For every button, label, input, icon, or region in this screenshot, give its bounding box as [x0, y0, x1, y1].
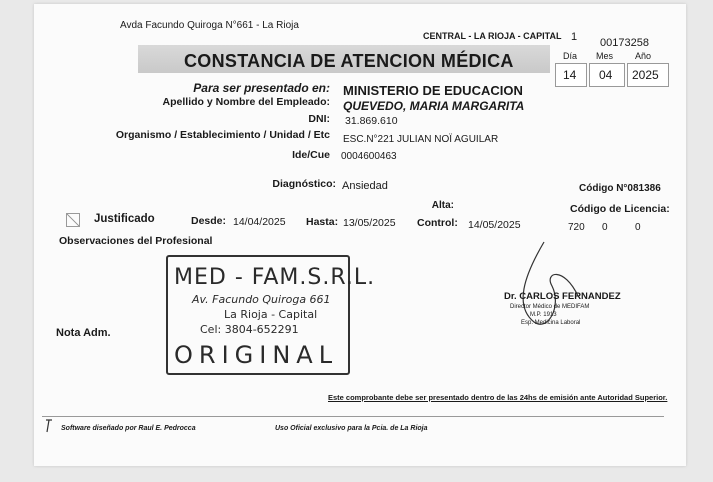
- signature-esp: Esp. Medicina Laboral: [521, 320, 581, 326]
- idcue-value: 0004600463: [341, 151, 397, 162]
- diagnostico-value: Ansiedad: [342, 180, 388, 192]
- page-title: CONSTANCIA DE ATENCION MÉDICA: [184, 51, 514, 71]
- idcue-label: Ide/Cue: [292, 149, 330, 161]
- codigo-licencia-label: Código de Licencia:: [570, 203, 670, 215]
- presentado-label: Para ser presentado en:: [193, 81, 330, 95]
- header-number: 00173258: [600, 37, 649, 49]
- header-branch: CENTRAL - LA RIOJA - CAPITAL: [423, 31, 562, 41]
- codigo-licencia-value-1: 720: [568, 222, 585, 233]
- alta-label: Alta:: [431, 200, 454, 211]
- hasta-label: Hasta:: [306, 216, 339, 228]
- justificado-checkbox[interactable]: [66, 213, 80, 227]
- footer-divider: [42, 416, 664, 417]
- codigo-label: Código N°081386: [579, 183, 661, 194]
- empleado-value: QUEVEDO, MARIA MARGARITA: [343, 99, 525, 113]
- hasta-value: 13/05/2025: [343, 217, 396, 229]
- diagnostico-label: Diagnóstico:: [272, 178, 336, 190]
- footer-software: Software diseñado por Raul E. Pedrocca: [61, 425, 196, 432]
- codigo-licencia-value-3: 0: [635, 222, 641, 233]
- control-value: 14/05/2025: [468, 219, 521, 231]
- stamp-phone: Cel: 3804-652291: [200, 323, 299, 336]
- header-series: 1: [571, 31, 578, 43]
- control-label: Control:: [417, 217, 458, 229]
- dni-label: DNI:: [308, 113, 330, 125]
- footer-mark-icon: [44, 418, 54, 434]
- desde-value: 14/04/2025: [233, 216, 286, 228]
- empleado-label: Apellido y Nombre del Empleado:: [162, 96, 330, 108]
- stamp-city: La Rioja - Capital: [224, 308, 318, 321]
- observaciones-label: Observaciones del Profesional: [59, 235, 213, 247]
- signature-mp: M.P. 1913: [530, 312, 557, 318]
- stamp-address: Av. Facundo Quiroga 661: [192, 293, 331, 306]
- organismo-value: ESC.N°221 JULIAN NOÏ AGUILAR: [343, 134, 499, 145]
- date-year: 2025: [632, 68, 659, 82]
- date-day: 14: [563, 68, 577, 82]
- date-month-label: Mes: [596, 51, 614, 61]
- codigo-licencia-value-2: 0: [602, 222, 608, 233]
- footer-notice: Este comprobante debe ser presentado dentro de las 24hs de emisión ante Autoridad Superior.: [328, 393, 668, 402]
- justificado-label: Justificado: [94, 213, 155, 225]
- stamp-original: ORIGINAL: [174, 341, 339, 369]
- document-sheet: [34, 4, 686, 466]
- signature-name: Dr. CARLOS FERNANDEZ: [504, 291, 621, 302]
- nota-adm-label: Nota Adm.: [56, 327, 111, 339]
- date-day-label: Día: [563, 51, 578, 61]
- company-stamp: [166, 255, 376, 375]
- organismo-label: Organismo / Establecimiento / Unidad / Etc: [115, 129, 330, 141]
- footer-uso: Uso Oficial exclusivo para la Pcia. de La Rioja: [275, 425, 428, 432]
- stamp-company-name: MED - FAM.S.R.L.: [174, 265, 376, 290]
- date-month: 04: [599, 68, 613, 82]
- header-address: Avda Facundo Quiroga N°661 - La Rioja: [120, 20, 299, 31]
- presentado-value: MINISTERIO DE EDUCACION: [343, 83, 523, 98]
- dni-value: 31.869.610: [345, 115, 398, 127]
- desde-label: Desde:: [191, 215, 227, 227]
- signature-role: Director Médico de MEDIFAM: [510, 304, 590, 310]
- date-year-label: Año: [635, 51, 652, 61]
